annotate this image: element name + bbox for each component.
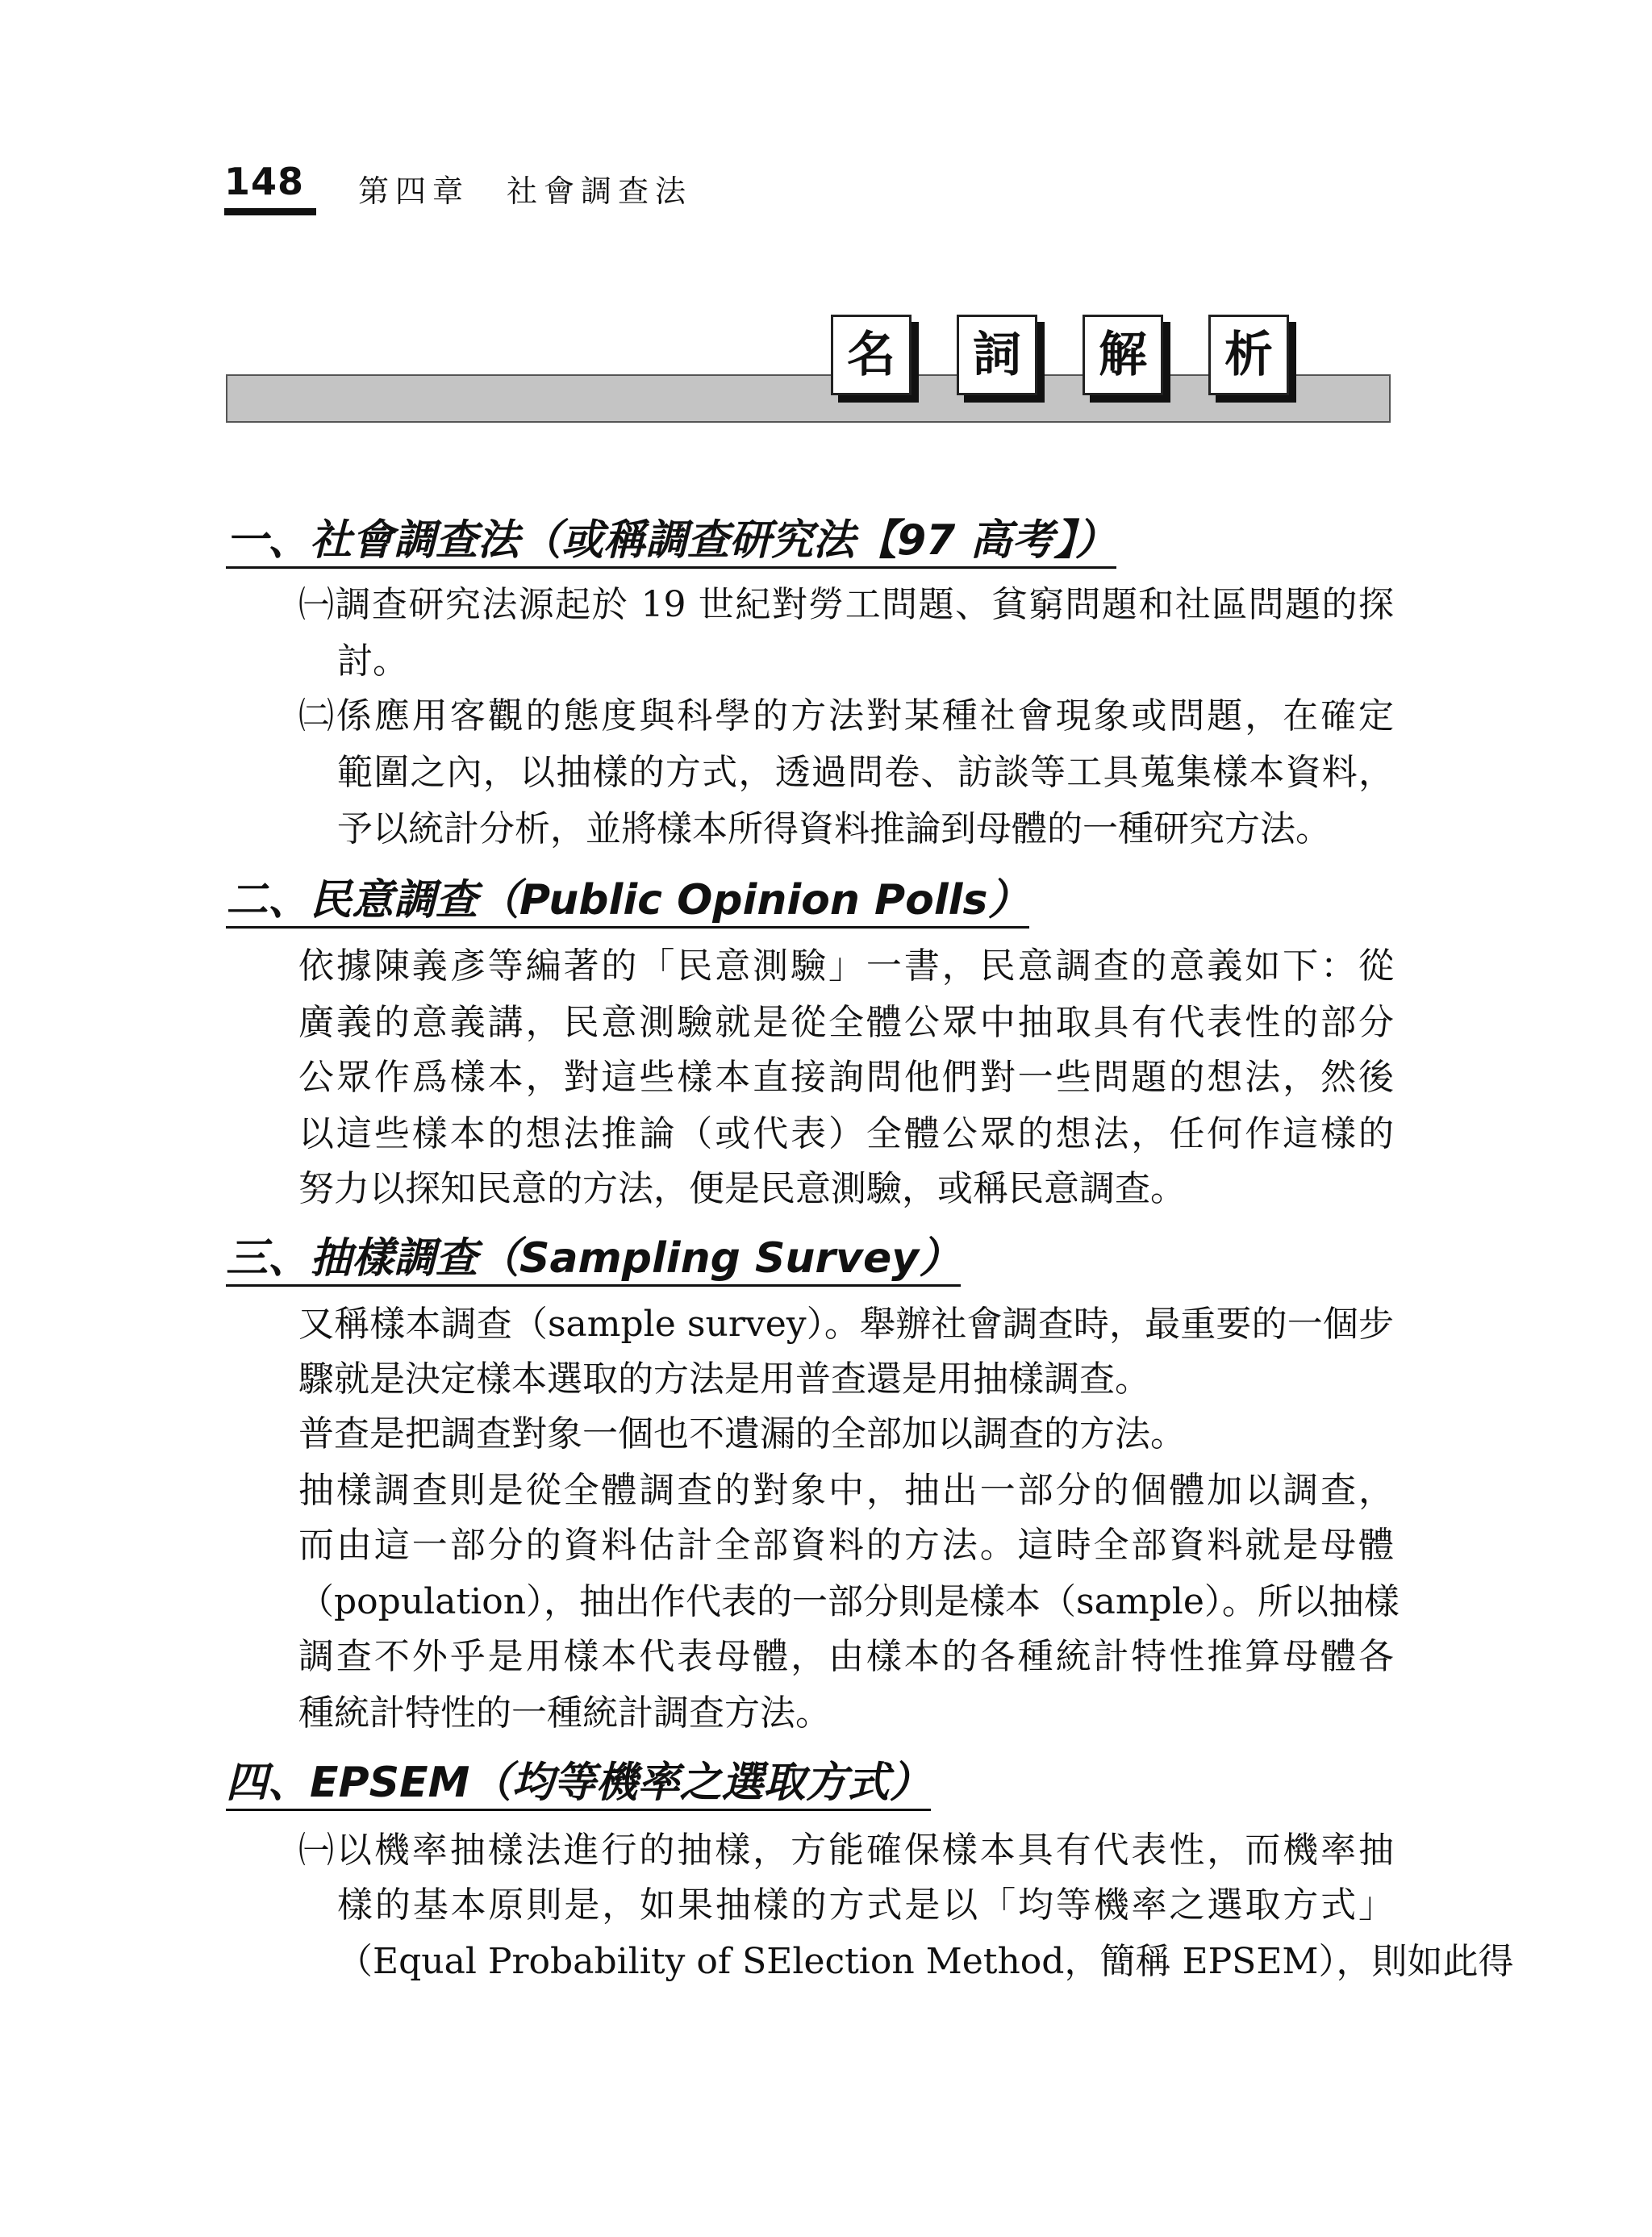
chapter-title: 第四章 社會調查法	[358, 173, 693, 209]
banner-char-1: 名	[831, 315, 912, 395]
page-number: 148	[224, 160, 305, 203]
section-4-line: （Equal Probability of SElection Method，簡稱 EPSEM），則如此得	[337, 1941, 1514, 1982]
section-3-line: 普查是把調查對象一個也不遺漏的全部加以調查的方法。	[298, 1413, 1186, 1454]
section-2-line: 以這些樣本的想法推論（或代表）全體公眾的想法，任何作這樣的	[298, 1113, 1394, 1154]
section-2-line: 努力以探知民意的方法，便是民意測驗，或稱民意調查。	[298, 1168, 1186, 1209]
section-4-line: 樣的基本原則是，如果抽樣的方式是以「均等機率之選取方式」	[337, 1884, 1394, 1926]
section-1-line: 予以統計分析，並將樣本所得資料推論到母體的一種研究方法。	[337, 808, 1331, 849]
section-2-line: 公眾作爲樣本，對這些樣本直接詢問他們對一些問題的想法，然後	[298, 1057, 1394, 1098]
section-2-line: 依據陳義彥等編著的「民意測驗」一書，民意調查的意義如下：從	[298, 945, 1394, 987]
banner-char-3: 解	[1083, 315, 1163, 395]
page-number-underline	[224, 208, 316, 215]
section-3-line: 驟就是決定樣本選取的方法是用普查還是用抽樣調查。	[298, 1358, 1150, 1400]
section-1-line: 討。	[337, 641, 408, 682]
section-3-line: 又稱樣本調查（sample survey）。舉辦社會調查時，最重要的一個步	[298, 1304, 1394, 1345]
section-3-title: 三、抽樣調查（Sampling Survey）	[226, 1234, 961, 1287]
section-1-line: 範圍之內，以抽樣的方式，透過問卷、訪談等工具蒐集樣本資料，	[337, 752, 1394, 793]
banner-char-2: 詞	[957, 315, 1037, 395]
section-1-line: ㈡係應用客觀的態度與科學的方法對某種社會現象或問題，在確定	[298, 695, 1394, 737]
page-header	[224, 158, 1031, 215]
section-2-line: 廣義的意義講，民意測驗就是從全體公眾中抽取具有代表性的部分	[298, 1002, 1394, 1043]
section-1-title: 一、社會調查法（或稱調查研究法【97 高考】）	[226, 516, 1116, 569]
section-3-line: （population），抽出作代表的一部分則是樣本（sample）。所以抽樣	[298, 1581, 1400, 1622]
section-4-line: ㈠以機率抽樣法進行的抽樣，方能確保樣本具有代表性，而機率抽	[298, 1830, 1394, 1871]
section-2-title: 二、民意調查（Public Opinion Polls）	[226, 876, 1029, 929]
section-3-line: 調查不外乎是用樣本代表母體，由樣本的各種統計特性推算母體各	[298, 1636, 1394, 1677]
section-3-line: 種統計特性的一種統計調查方法。	[298, 1692, 831, 1734]
section-1-line: ㈠調查研究法源起於 19 世紀對勞工問題、貧窮問題和社區問題的探	[298, 584, 1394, 625]
section-3-line: 抽樣調查則是從全體調查的對象中，抽出一部分的個體加以調查，	[298, 1470, 1394, 1511]
banner-char-4: 析	[1208, 315, 1289, 395]
section-3-line: 而由這一部分的資料估計全部資料的方法。這時全部資料就是母體	[298, 1525, 1394, 1566]
section-4-title: 四、EPSEM（均等機率之選取方式）	[226, 1759, 931, 1811]
